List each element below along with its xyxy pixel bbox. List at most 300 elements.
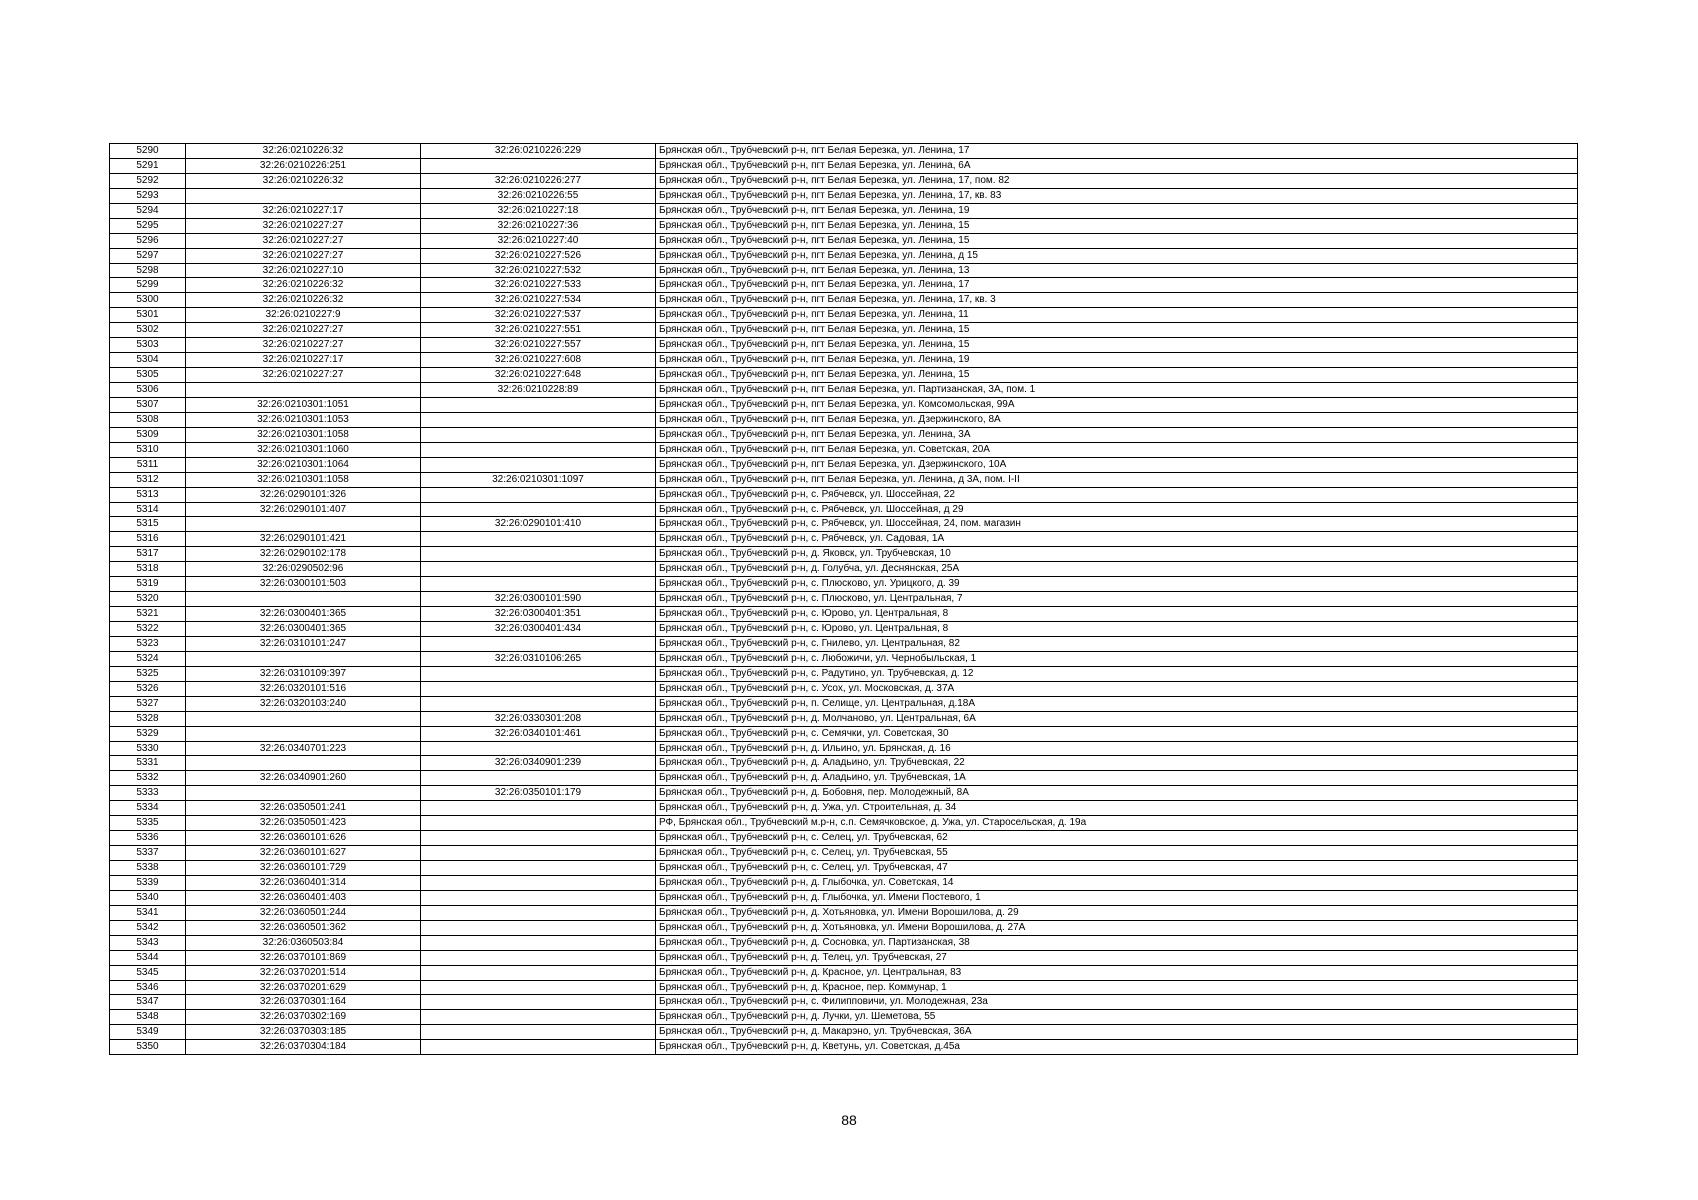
row-number-cell: 5313 [110, 487, 186, 502]
row-number-cell: 5341 [110, 905, 186, 920]
row-number-cell: 5326 [110, 681, 186, 696]
table-row [110, 861, 1578, 876]
address-cell: Брянская обл., Трубчевский р-н, пгт Белая Березка, ул. Ленина, д 3А, пом. I-II [656, 472, 1578, 487]
table-row [110, 532, 1578, 547]
land-cadastral-number-cell [186, 651, 421, 666]
row-number-cell: 5349 [110, 1025, 186, 1040]
table-row [110, 651, 1578, 666]
object-cadastral-number-cell [421, 816, 656, 831]
land-cadastral-number-cell [186, 517, 421, 532]
object-cadastral-number-cell [421, 846, 656, 861]
table-row [110, 263, 1578, 278]
row-number-cell: 5323 [110, 636, 186, 651]
row-number-cell: 5331 [110, 756, 186, 771]
table-row [110, 188, 1578, 203]
table-row [110, 1040, 1578, 1055]
row-number-cell: 5316 [110, 532, 186, 547]
row-number-cell: 5297 [110, 248, 186, 263]
address-cell: Брянская обл., Трубчевский р-н, с. Филипповичи, ул. Молодежная, 23а [656, 995, 1578, 1010]
row-number-cell: 5328 [110, 711, 186, 726]
table-row [110, 442, 1578, 457]
object-cadastral-number-cell [421, 487, 656, 502]
row-number-cell: 5292 [110, 173, 186, 188]
object-cadastral-number-cell [421, 950, 656, 965]
address-cell: Брянская обл., Трубчевский р-н, д. Сосновка, ул. Партизанская, 38 [656, 935, 1578, 950]
land-cadastral-number-cell: 32:26:0210226:32 [186, 293, 421, 308]
address-cell: Брянская обл., Трубчевский р-н, д. Ужа, ул. Строительная, д. 34 [656, 801, 1578, 816]
row-number-cell: 5311 [110, 457, 186, 472]
object-cadastral-number-cell [421, 442, 656, 457]
table-row [110, 696, 1578, 711]
table-row [110, 397, 1578, 412]
land-cadastral-number-cell: 32:26:0310101:247 [186, 636, 421, 651]
object-cadastral-number-cell [421, 457, 656, 472]
object-cadastral-number-cell: 32:26:0350101:179 [421, 786, 656, 801]
object-cadastral-number-cell: 32:26:0210228:89 [421, 383, 656, 398]
table-row [110, 592, 1578, 607]
object-cadastral-number-cell: 32:26:0210226:277 [421, 173, 656, 188]
table-row [110, 547, 1578, 562]
land-cadastral-number-cell: 32:26:0340901:260 [186, 771, 421, 786]
land-cadastral-number-cell: 32:26:0210301:1058 [186, 472, 421, 487]
table-row [110, 323, 1578, 338]
land-cadastral-number-cell: 32:26:0360101:729 [186, 861, 421, 876]
land-cadastral-number-cell: 32:26:0360503:84 [186, 935, 421, 950]
land-cadastral-number-cell: 32:26:0360501:362 [186, 920, 421, 935]
land-cadastral-number-cell [186, 726, 421, 741]
object-cadastral-number-cell [421, 965, 656, 980]
address-cell: Брянская обл., Трубчевский р-н, пгт Белая Березка, ул. Ленина, 15 [656, 218, 1578, 233]
table-row [110, 756, 1578, 771]
row-number-cell: 5295 [110, 218, 186, 233]
land-cadastral-number-cell: 32:26:0360401:403 [186, 890, 421, 905]
table-row [110, 920, 1578, 935]
object-cadastral-number-cell [421, 532, 656, 547]
row-number-cell: 5294 [110, 203, 186, 218]
object-cadastral-number-cell [421, 771, 656, 786]
table-row [110, 308, 1578, 323]
object-cadastral-number-cell: 32:26:0210227:40 [421, 233, 656, 248]
address-cell: Брянская обл., Трубчевский р-н, п. Селище, ул. Центральная, д.18А [656, 696, 1578, 711]
table-row [110, 995, 1578, 1010]
row-number-cell: 5306 [110, 383, 186, 398]
table-row [110, 875, 1578, 890]
table-row [110, 203, 1578, 218]
object-cadastral-number-cell: 32:26:0210227:532 [421, 263, 656, 278]
address-cell: Брянская обл., Трубчевский р-н, с. Рябчевск, ул. Шоссейная, д 29 [656, 502, 1578, 517]
land-cadastral-number-cell: 32:26:0210301:1051 [186, 397, 421, 412]
address-cell: Брянская обл., Трубчевский р-н, пгт Белая Березка, ул. Дзержинского, 8А [656, 412, 1578, 427]
table-row [110, 502, 1578, 517]
address-cell: Брянская обл., Трубчевский р-н, пгт Белая Березка, ул. Ленина, 6А [656, 158, 1578, 173]
row-number-cell: 5348 [110, 1010, 186, 1025]
object-cadastral-number-cell [421, 861, 656, 876]
object-cadastral-number-cell: 32:26:0210227:537 [421, 308, 656, 323]
land-cadastral-number-cell: 32:26:0210227:27 [186, 368, 421, 383]
table-row [110, 846, 1578, 861]
table-row [110, 158, 1578, 173]
row-number-cell: 5332 [110, 771, 186, 786]
row-number-cell: 5305 [110, 368, 186, 383]
land-cadastral-number-cell: 32:26:0210226:32 [186, 173, 421, 188]
land-cadastral-number-cell: 32:26:0210301:1058 [186, 427, 421, 442]
land-cadastral-number-cell [186, 383, 421, 398]
land-cadastral-number-cell: 32:26:0210227:27 [186, 218, 421, 233]
object-cadastral-number-cell [421, 980, 656, 995]
row-number-cell: 5329 [110, 726, 186, 741]
address-cell: Брянская обл., Трубчевский р-н, с. Селец, ул. Трубчевская, 62 [656, 831, 1578, 846]
land-cadastral-number-cell: 32:26:0360401:314 [186, 875, 421, 890]
table-row [110, 726, 1578, 741]
table-row [110, 935, 1578, 950]
row-number-cell: 5310 [110, 442, 186, 457]
address-cell: Брянская обл., Трубчевский р-н, пгт Белая Березка, ул. Ленина, д 15 [656, 248, 1578, 263]
object-cadastral-number-cell [421, 681, 656, 696]
address-cell: Брянская обл., Трубчевский р-н, д. Хотьяновка, ул. Имени Ворошилова, д. 27А [656, 920, 1578, 935]
table-row [110, 771, 1578, 786]
land-cadastral-number-cell: 32:26:0290101:421 [186, 532, 421, 547]
land-cadastral-number-cell: 32:26:0370201:514 [186, 965, 421, 980]
table-row [110, 622, 1578, 637]
address-cell: Брянская обл., Трубчевский р-н, д. Макарэно, ул. Трубчевская, 36А [656, 1025, 1578, 1040]
row-number-cell: 5314 [110, 502, 186, 517]
row-number-cell: 5324 [110, 651, 186, 666]
address-cell: Брянская обл., Трубчевский р-н, пгт Белая Березка, ул. Ленина, 17, пом. 82 [656, 173, 1578, 188]
address-cell: Брянская обл., Трубчевский р-н, пгт Белая Березка, ул. Ленина, 15 [656, 233, 1578, 248]
row-number-cell: 5319 [110, 577, 186, 592]
address-cell: Брянская обл., Трубчевский р-н, д. Телец, ул. Трубчевская, 27 [656, 950, 1578, 965]
object-cadastral-number-cell: 32:26:0340901:239 [421, 756, 656, 771]
object-cadastral-number-cell: 32:26:0210227:557 [421, 338, 656, 353]
land-cadastral-number-cell: 32:26:0210227:27 [186, 248, 421, 263]
address-cell: Брянская обл., Трубчевский р-н, д. Красное, пер. Коммунар, 1 [656, 980, 1578, 995]
object-cadastral-number-cell [421, 427, 656, 442]
object-cadastral-number-cell: 32:26:0290101:410 [421, 517, 656, 532]
address-cell: Брянская обл., Трубчевский р-н, пгт Белая Березка, ул. Ленина, 15 [656, 323, 1578, 338]
object-cadastral-number-cell [421, 995, 656, 1010]
table-row [110, 278, 1578, 293]
table-row [110, 173, 1578, 188]
address-cell: Брянская обл., Трубчевский р-н, д. Глыбочка, ул. Имени Постевого, 1 [656, 890, 1578, 905]
object-cadastral-number-cell [421, 502, 656, 517]
table-row [110, 383, 1578, 398]
row-number-cell: 5339 [110, 875, 186, 890]
registry-table-body [110, 144, 1578, 1055]
land-cadastral-number-cell: 32:26:0210226:251 [186, 158, 421, 173]
land-cadastral-number-cell: 32:26:0210227:10 [186, 263, 421, 278]
row-number-cell: 5317 [110, 547, 186, 562]
address-cell: Брянская обл., Трубчевский р-н, пгт Белая Березка, ул. Ленина, 11 [656, 308, 1578, 323]
row-number-cell: 5330 [110, 741, 186, 756]
table-row [110, 293, 1578, 308]
land-cadastral-number-cell: 32:26:0210227:17 [186, 203, 421, 218]
land-cadastral-number-cell: 32:26:0210226:32 [186, 144, 421, 159]
land-cadastral-number-cell: 32:26:0370303:185 [186, 1025, 421, 1040]
row-number-cell: 5302 [110, 323, 186, 338]
address-cell: Брянская обл., Трубчевский р-н, д. Голубча, ул. Деснянская, 25А [656, 562, 1578, 577]
address-cell: Брянская обл., Трубчевский р-н, д. Красное, ул. Центральная, 83 [656, 965, 1578, 980]
address-cell: Брянская обл., Трубчевский р-н, пгт Белая Березка, ул. Ленина, 15 [656, 368, 1578, 383]
address-cell: Брянская обл., Трубчевский р-н, с. Рябчевск, ул. Шоссейная, 24, пом. магазин [656, 517, 1578, 532]
object-cadastral-number-cell: 32:26:0310106:265 [421, 651, 656, 666]
address-cell: Брянская обл., Трубчевский р-н, с. Селец, ул. Трубчевская, 47 [656, 861, 1578, 876]
address-cell: Брянская обл., Трубчевский р-н, д. Молчаново, ул. Центральная, 6А [656, 711, 1578, 726]
table-row [110, 681, 1578, 696]
address-cell: Брянская обл., Трубчевский р-н, пгт Белая Березка, ул. Ленина, 19 [656, 353, 1578, 368]
row-number-cell: 5303 [110, 338, 186, 353]
address-cell: Брянская обл., Трубчевский р-н, пгт Белая Березка, ул. Советская, 20А [656, 442, 1578, 457]
row-number-cell: 5333 [110, 786, 186, 801]
row-number-cell: 5315 [110, 517, 186, 532]
object-cadastral-number-cell: 32:26:0210227:533 [421, 278, 656, 293]
table-row [110, 711, 1578, 726]
page-number: 88 [841, 1112, 857, 1128]
object-cadastral-number-cell: 32:26:0300401:351 [421, 607, 656, 622]
row-number-cell: 5340 [110, 890, 186, 905]
row-number-cell: 5301 [110, 308, 186, 323]
table-row [110, 636, 1578, 651]
land-cadastral-number-cell: 32:26:0290102:178 [186, 547, 421, 562]
row-number-cell: 5350 [110, 1040, 186, 1055]
row-number-cell: 5344 [110, 950, 186, 965]
address-cell: Брянская обл., Трубчевский р-н, д. Глыбочка, ул. Советская, 14 [656, 875, 1578, 890]
land-cadastral-number-cell [186, 188, 421, 203]
table-row [110, 412, 1578, 427]
address-cell: Брянская обл., Трубчевский р-н, с. Любожичи, ул. Чернобыльская, 1 [656, 651, 1578, 666]
address-cell: Брянская обл., Трубчевский р-н, с. Плюсково, ул. Центральная, 7 [656, 592, 1578, 607]
object-cadastral-number-cell: 32:26:0330301:208 [421, 711, 656, 726]
row-number-cell: 5296 [110, 233, 186, 248]
address-cell: Брянская обл., Трубчевский р-н, пгт Белая Березка, ул. Ленина, 17 [656, 278, 1578, 293]
table-row [110, 233, 1578, 248]
row-number-cell: 5343 [110, 935, 186, 950]
address-cell: Брянская обл., Трубчевский р-н, с. Плюсково, ул. Урицкого, д. 39 [656, 577, 1578, 592]
table-row [110, 218, 1578, 233]
land-cadastral-number-cell [186, 756, 421, 771]
land-cadastral-number-cell: 32:26:0370301:164 [186, 995, 421, 1010]
land-cadastral-number-cell: 32:26:0360101:627 [186, 846, 421, 861]
land-cadastral-number-cell: 32:26:0320101:516 [186, 681, 421, 696]
land-cadastral-number-cell: 32:26:0320103:240 [186, 696, 421, 711]
row-number-cell: 5320 [110, 592, 186, 607]
row-number-cell: 5307 [110, 397, 186, 412]
registry-table [109, 143, 1578, 1055]
table-row [110, 890, 1578, 905]
address-cell: Брянская обл., Трубчевский р-н, д. Аладьино, ул. Трубчевская, 1А [656, 771, 1578, 786]
address-cell: Брянская обл., Трубчевский р-н, с. Рябчевск, ул. Шоссейная, 22 [656, 487, 1578, 502]
address-cell: Брянская обл., Трубчевский р-н, с. Радутино, ул. Трубчевская, д. 12 [656, 666, 1578, 681]
address-cell: Брянская обл., Трубчевский р-н, д. Кветунь, ул. Советская, д.45а [656, 1040, 1578, 1055]
land-cadastral-number-cell: 32:26:0360501:244 [186, 905, 421, 920]
object-cadastral-number-cell [421, 547, 656, 562]
land-cadastral-number-cell: 32:26:0300401:365 [186, 622, 421, 637]
table-row [110, 338, 1578, 353]
table-row [110, 801, 1578, 816]
object-cadastral-number-cell [421, 801, 656, 816]
table-row [110, 607, 1578, 622]
row-number-cell: 5334 [110, 801, 186, 816]
land-cadastral-number-cell: 32:26:0370201:629 [186, 980, 421, 995]
land-cadastral-number-cell: 32:26:0210227:17 [186, 353, 421, 368]
row-number-cell: 5291 [110, 158, 186, 173]
land-cadastral-number-cell: 32:26:0370302:169 [186, 1010, 421, 1025]
land-cadastral-number-cell: 32:26:0210301:1060 [186, 442, 421, 457]
address-cell: Брянская обл., Трубчевский р-н, пгт Белая Березка, ул. Ленина, 17, кв. 3 [656, 293, 1578, 308]
table-row [110, 487, 1578, 502]
row-number-cell: 5293 [110, 188, 186, 203]
object-cadastral-number-cell [421, 831, 656, 846]
object-cadastral-number-cell [421, 935, 656, 950]
row-number-cell: 5336 [110, 831, 186, 846]
land-cadastral-number-cell: 32:26:0210227:27 [186, 323, 421, 338]
object-cadastral-number-cell [421, 696, 656, 711]
object-cadastral-number-cell [421, 636, 656, 651]
address-cell: Брянская обл., Трубчевский р-н, с. Юрово, ул. Центральная, 8 [656, 607, 1578, 622]
row-number-cell: 5299 [110, 278, 186, 293]
object-cadastral-number-cell [421, 397, 656, 412]
land-cadastral-number-cell [186, 711, 421, 726]
row-number-cell: 5304 [110, 353, 186, 368]
object-cadastral-number-cell: 32:26:0210227:18 [421, 203, 656, 218]
row-number-cell: 5312 [110, 472, 186, 487]
object-cadastral-number-cell: 32:26:0210227:36 [421, 218, 656, 233]
row-number-cell: 5290 [110, 144, 186, 159]
object-cadastral-number-cell [421, 920, 656, 935]
table-row [110, 816, 1578, 831]
land-cadastral-number-cell: 32:26:0290101:407 [186, 502, 421, 517]
row-number-cell: 5327 [110, 696, 186, 711]
address-cell: Брянская обл., Трубчевский р-н, пгт Белая Березка, ул. Комсомольская, 99А [656, 397, 1578, 412]
land-cadastral-number-cell: 32:26:0210227:27 [186, 338, 421, 353]
object-cadastral-number-cell: 32:26:0210226:229 [421, 144, 656, 159]
object-cadastral-number-cell: 32:26:0210227:648 [421, 368, 656, 383]
address-cell: Брянская обл., Трубчевский р-н, с. Селец, ул. Трубчевская, 55 [656, 846, 1578, 861]
row-number-cell: 5325 [110, 666, 186, 681]
object-cadastral-number-cell [421, 905, 656, 920]
address-cell: Брянская обл., Трубчевский р-н, д. Ильино, ул. Брянская, д. 16 [656, 741, 1578, 756]
land-cadastral-number-cell: 32:26:0210226:32 [186, 278, 421, 293]
address-cell: Брянская обл., Трубчевский р-н, д. Лучки, ул. Шеметова, 55 [656, 1010, 1578, 1025]
row-number-cell: 5347 [110, 995, 186, 1010]
row-number-cell: 5309 [110, 427, 186, 442]
address-cell: Брянская обл., Трубчевский р-н, с. Гнилево, ул. Центральная, 82 [656, 636, 1578, 651]
land-cadastral-number-cell: 32:26:0210301:1064 [186, 457, 421, 472]
row-number-cell: 5318 [110, 562, 186, 577]
land-cadastral-number-cell: 32:26:0210227:27 [186, 233, 421, 248]
object-cadastral-number-cell: 32:26:0210227:526 [421, 248, 656, 263]
object-cadastral-number-cell [421, 1025, 656, 1040]
object-cadastral-number-cell [421, 158, 656, 173]
object-cadastral-number-cell [421, 562, 656, 577]
object-cadastral-number-cell: 32:26:0210301:1097 [421, 472, 656, 487]
object-cadastral-number-cell [421, 875, 656, 890]
object-cadastral-number-cell [421, 577, 656, 592]
land-cadastral-number-cell [186, 786, 421, 801]
table-row [110, 577, 1578, 592]
land-cadastral-number-cell: 32:26:0290101:326 [186, 487, 421, 502]
address-cell: РФ, Брянская обл., Трубчевский м.р-н, с.п. Семячковское, д. Ужа, ул. Старосельская, д. 19а [656, 816, 1578, 831]
land-cadastral-number-cell: 32:26:0300101:503 [186, 577, 421, 592]
row-number-cell: 5345 [110, 965, 186, 980]
land-cadastral-number-cell: 32:26:0310109:397 [186, 666, 421, 681]
table-row [110, 144, 1578, 159]
object-cadastral-number-cell: 32:26:0210227:551 [421, 323, 656, 338]
land-cadastral-number-cell: 32:26:0350501:423 [186, 816, 421, 831]
table-row [110, 472, 1578, 487]
table-row [110, 831, 1578, 846]
address-cell: Брянская обл., Трубчевский р-н, пгт Белая Березка, ул. Ленина, 19 [656, 203, 1578, 218]
object-cadastral-number-cell [421, 1010, 656, 1025]
row-number-cell: 5298 [110, 263, 186, 278]
table-row [110, 353, 1578, 368]
address-cell: Брянская обл., Трубчевский р-н, пгт Белая Березка, ул. Ленина, 3А [656, 427, 1578, 442]
table-row [110, 248, 1578, 263]
object-cadastral-number-cell: 32:26:0210227:608 [421, 353, 656, 368]
land-cadastral-number-cell [186, 592, 421, 607]
row-number-cell: 5346 [110, 980, 186, 995]
table-row [110, 666, 1578, 681]
table-row [110, 562, 1578, 577]
land-cadastral-number-cell: 32:26:0370304:184 [186, 1040, 421, 1055]
row-number-cell: 5337 [110, 846, 186, 861]
object-cadastral-number-cell [421, 412, 656, 427]
address-cell: Брянская обл., Трубчевский р-н, пгт Белая Березка, ул. Ленина, 17 [656, 144, 1578, 159]
object-cadastral-number-cell: 32:26:0300101:590 [421, 592, 656, 607]
object-cadastral-number-cell: 32:26:0300401:434 [421, 622, 656, 637]
address-cell: Брянская обл., Трубчевский р-н, д. Бобовня, пер. Молодежный, 8А [656, 786, 1578, 801]
address-cell: Брянская обл., Трубчевский р-н, с. Семячки, ул. Советская, 30 [656, 726, 1578, 741]
table-row [110, 950, 1578, 965]
address-cell: Брянская обл., Трубчевский р-н, пгт Белая Березка, ул. Дзержинского, 10А [656, 457, 1578, 472]
table-row [110, 1010, 1578, 1025]
object-cadastral-number-cell: 32:26:0210226:55 [421, 188, 656, 203]
address-cell: Брянская обл., Трубчевский р-н, с. Усох, ул. Московская, д. 37А [656, 681, 1578, 696]
object-cadastral-number-cell [421, 741, 656, 756]
land-cadastral-number-cell: 32:26:0360101:626 [186, 831, 421, 846]
table-row [110, 457, 1578, 472]
object-cadastral-number-cell: 32:26:0210227:534 [421, 293, 656, 308]
land-cadastral-number-cell: 32:26:0340701:223 [186, 741, 421, 756]
land-cadastral-number-cell: 32:26:0300401:365 [186, 607, 421, 622]
address-cell: Брянская обл., Трубчевский р-н, пгт Белая Березка, ул. Ленина, 13 [656, 263, 1578, 278]
table-row [110, 786, 1578, 801]
table-row [110, 965, 1578, 980]
object-cadastral-number-cell [421, 666, 656, 681]
address-cell: Брянская обл., Трубчевский р-н, с. Юрово, ул. Центральная, 8 [656, 622, 1578, 637]
object-cadastral-number-cell: 32:26:0340101:461 [421, 726, 656, 741]
address-cell: Брянская обл., Трубчевский р-н, д. Хотьяновка, ул. Имени Ворошилова, д. 29 [656, 905, 1578, 920]
row-number-cell: 5300 [110, 293, 186, 308]
object-cadastral-number-cell [421, 890, 656, 905]
address-cell: Брянская обл., Трубчевский р-н, пгт Белая Березка, ул. Партизанская, 3А, пом. 1 [656, 383, 1578, 398]
object-cadastral-number-cell [421, 1040, 656, 1055]
land-cadastral-number-cell: 32:26:0370101:869 [186, 950, 421, 965]
table-row [110, 980, 1578, 995]
address-cell: Брянская обл., Трубчевский р-н, пгт Белая Березка, ул. Ленина, 15 [656, 338, 1578, 353]
row-number-cell: 5322 [110, 622, 186, 637]
table-row [110, 517, 1578, 532]
table-row [110, 741, 1578, 756]
land-cadastral-number-cell: 32:26:0210227:9 [186, 308, 421, 323]
table-row [110, 905, 1578, 920]
row-number-cell: 5321 [110, 607, 186, 622]
row-number-cell: 5308 [110, 412, 186, 427]
address-cell: Брянская обл., Трубчевский р-н, д. Аладьино, ул. Трубчевская, 22 [656, 756, 1578, 771]
table-row [110, 368, 1578, 383]
row-number-cell: 5338 [110, 861, 186, 876]
land-cadastral-number-cell: 32:26:0210301:1053 [186, 412, 421, 427]
address-cell: Брянская обл., Трубчевский р-н, пгт Белая Березка, ул. Ленина, 17, кв. 83 [656, 188, 1578, 203]
